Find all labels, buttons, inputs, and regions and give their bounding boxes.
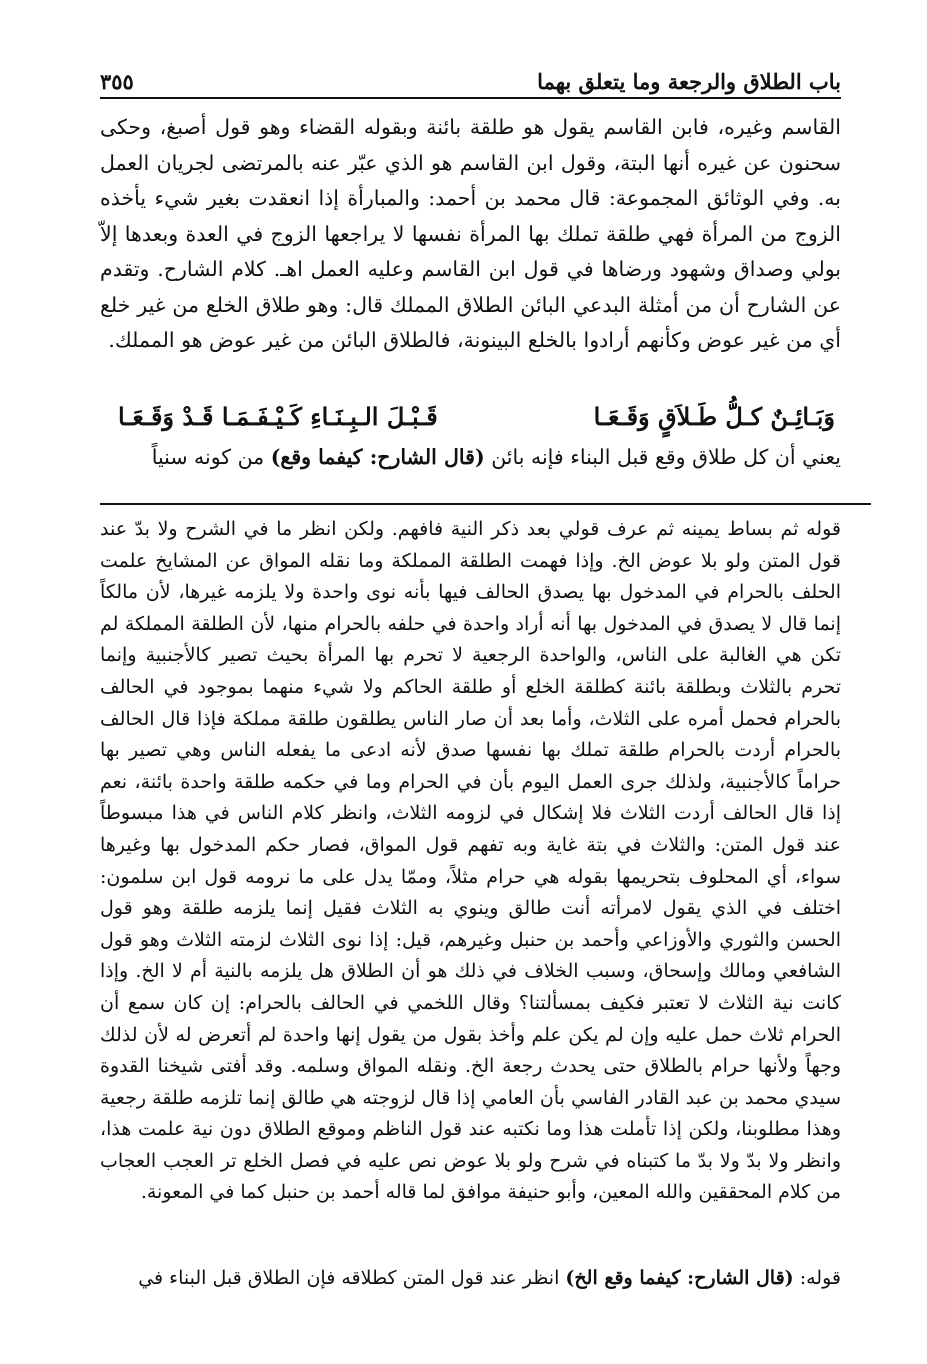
footnote-separator <box>100 503 871 505</box>
final-note-block <box>100 1262 841 1294</box>
commentary-block <box>100 440 841 476</box>
verse-left-hemistich: قَـبْـلَ الـبِـنَـاءِ كَـيْـفَـمَـا قَـدْ وَقَـعَـا <box>118 401 438 431</box>
running-head <box>100 58 841 94</box>
commentary-text: يعني أن كل طلاق وقع قبل البناء فإنه بائن <box>491 445 841 469</box>
commentary-paragraph <box>100 440 841 476</box>
verse-line <box>118 396 835 436</box>
main-text-block <box>100 110 841 359</box>
final-note-paragraph <box>100 1262 841 1294</box>
final-note-text: انظر عند قول المتن كطلاقه فإن الطلاق قبل البناء في <box>138 1267 560 1289</box>
verse-right-hemistich: وَبَـائِـنٌ كـلُّ طَـلاَقٍ وَقَـعَـا <box>593 401 835 431</box>
footnotes-block <box>100 514 841 1209</box>
final-note-lead: قوله: <box>799 1267 841 1289</box>
chapter-title: باب الطلاق والرجعة وما يتعلق بهما <box>537 69 841 94</box>
final-note-quote: (قال الشارح: كيفما وقع الخ) <box>565 1267 794 1289</box>
page-number: ٣٥٥ <box>100 69 134 94</box>
commentary-quote: (قال الشارح: كيفما وقع) <box>270 445 485 469</box>
header-rule <box>100 97 841 99</box>
main-paragraph: القاسم وغيره، فابن القاسم يقول هو طلقة بائنة وبقوله القضاء وهو قول أصبغ، وحكى سحنون عن غيره أنها البتة، وقول ابن القاسم هو الذي عبّر عنه بالمرتضى لجريان العمل به. وفي الوثائق المجموعة: قال محمد بن أحمد: والمبارأة إذا انعقدت بغير شيء يأخذه الزوج من المرأة فهي طلقة تملك بها المرأة نفسها لا يراجعها الزوج في العدة وبعدها إلاّ بولي وصداق وشهود ورضاها في قول ابن القاسم وعليه العمل اهـ. كلام الشارح. وتقدم عن الشارح أن من أمثلة البدعي البائن الطلاق المملك قال: وهو طلاق الخلع من غير خلع أي من غير عوض وكأنهم أرادوا بالخلع البينونة، فالطلاق البائن من غير عوض هو المملك. <box>100 115 841 352</box>
footnote-paragraph: قوله ثم بساط يمينه ثم عرف قولي بعد ذكر النية فافهم. ولكن انظر ما في الشرح ولا بدّ عند قول المتن ولو بلا عوض الخ. وإذا فهمت الطلقة المملكة وما نقله المواق عن المشايخ علمت الحلف بالحرام في المدخول بها يصدق الحالف فيها بأنه نوى واحدة ولا يلزمه غيرها، لأن مالكاً إنما قال لا يصدق في المدخول بها أنه أراد واحدة في حلفه بالحرام منها، لأن الطلقة المملكة لم تكن هي الغالبة على الناس، والواحدة الرجعية لا تحرم بها المرأة بحيث تصير كالأجنبية وإنما تحرم بالثلاث وبطلقة بائنة كطلقة الخلع أو طلقة الحاكم ولا شيء منهما بموجود في الحالف بالحرام فحمل أمره على الثلاث، وأما بعد أن صار الناس يطلقون طلقة مملكة فإذا قال الحالف بالحرام أردت بالحرام طلقة تملك بها نفسها صدق لأنه ادعى ما يفعله الناس وهي تصير بها حراماً كالأجنبية، ولذلك جرى العمل اليوم بأن في الحرام وما في حكمه طلقة واحدة بائنة، نعم إذا قال الحالف أردت الثلاث فلا إشكال في لزومه الثلاث، وانظر كلام الناس في هذا مبسوطاً عند قول المتن: والثلاث في بتة غاية وبه تفهم قول المواق، فصار حكم المدخول بها وغيرها سواء، أي المحلوف بتحريمها بقوله هي حرام مثلاً، وممّا يدل على ما نرومه قول ابن سلمون: اختلف في الذي يقول لامرأته أنت طالق وينوي به الثلاث فقيل إنما يلزمه طلقة وهو قول الحسن والثوري والأوزاعي وأحمد بن حنبل وغيرهم، قيل: إذا نوى الثلاث لزمته الثلاث وهو قول الشافعي ومالك وإسحاق، وسبب الخلاف في ذلك هو أن الطلاق هل يلزمه بالنية أم لا الخ. وإذا كانت نية الثلاث لا تعتبر فكيف بمسألتنا؟ وقال اللخمي في الحالف بالحرام: إن كان سمع أن الحرام ثلاث حمل عليه وإن لم يكن علم وأخذ بقول من يقول إنها واحدة لم أتعرض له لأن لذلك وجهاً ولأنها حرام بالطلاق حتى يحدث رجعة الخ. ونقله المواق وسلمه. وقد أفتى شيخنا القدوة سيدي محمد بن عبد القادر الفاسي بأن العامي إذا قال لزوجته هي طالق إنما تلزمه طلقة رجعية وهذا مطلوبنا، ولكن إذا تأملت هذا وما نكتبه عند قول الناظم وموقع الطلاق دون نية علمت هذا، وانظر ولا بدّ ولا بدّ ما كتبناه في شرح ولو بلا عوض نص عليه في فصل الخلع تر العجب العجاب من كلام المحققين والله المعين، وأبو حنيفة موافق لما قاله أحمد بن حنبل كما في المعونة. <box>100 518 841 1204</box>
commentary-text-continued: من كونه سنياً <box>151 445 265 469</box>
